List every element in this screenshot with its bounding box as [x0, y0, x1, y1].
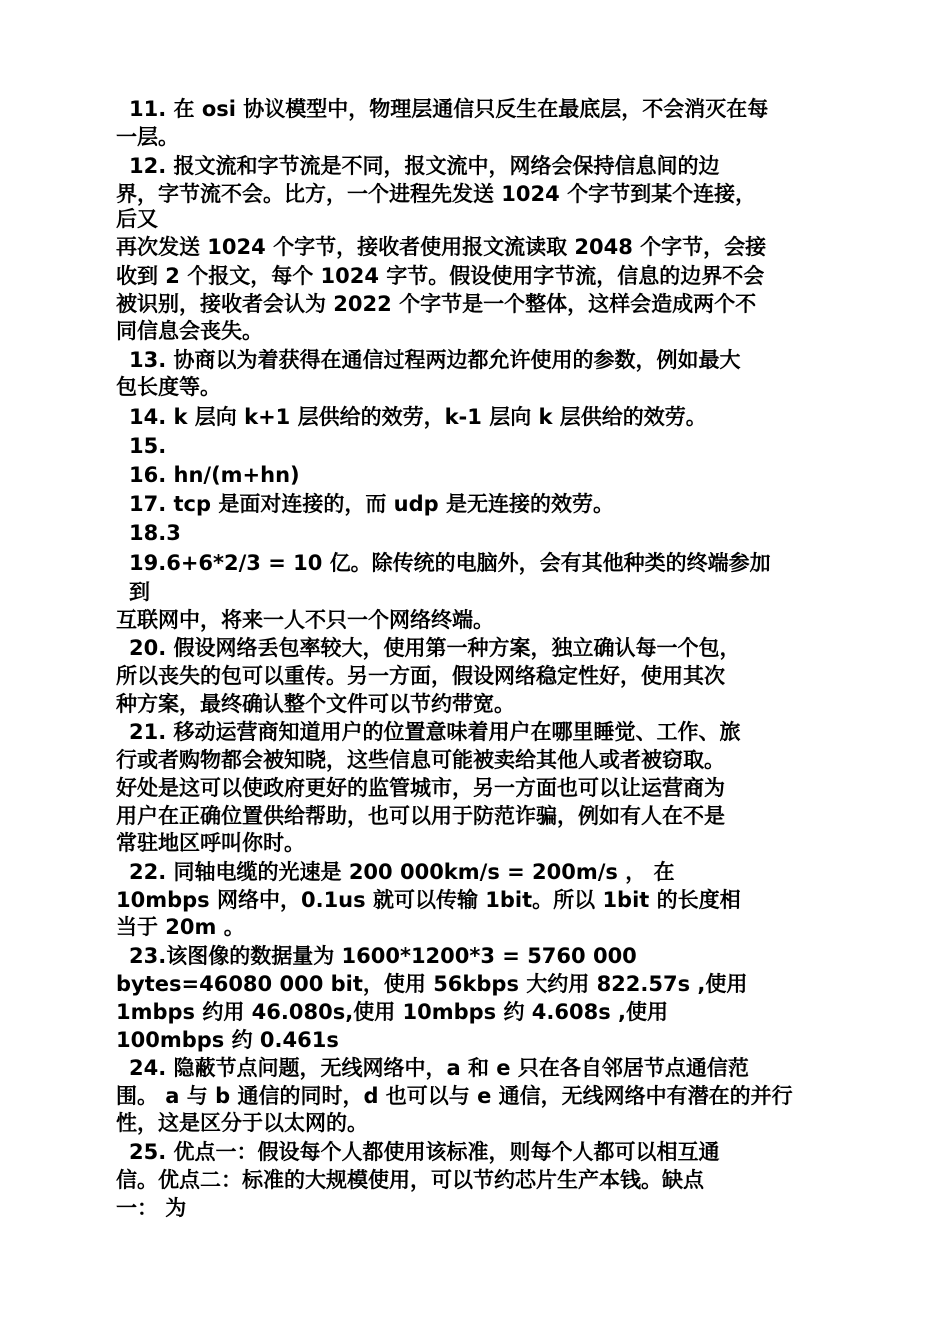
- answer-20-line-2: 所以丧失的包可以重传。另一方面，假设网络稳定性好，使用其次: [116, 664, 725, 688]
- answer-16-line-1: 16. hn/(m+hn): [129, 463, 300, 487]
- answer-23-line-2: bytes=46080 000 bit，使用 56kbps 大约用 822.57s ,使用: [116, 972, 748, 996]
- answer-21-line-3: 好处是这可以使政府更好的监管城市，另一方面也可以让运营商为: [116, 776, 725, 800]
- answer-20-line-1: 20. 假设网络丢包率较大，使用第一种方案，独立确认每一个包，: [129, 636, 741, 660]
- answer-11-line-2: 一层。: [116, 125, 179, 149]
- answer-12-line-4: 再次发送 1024 个字节，接收者使用报文流读取 2048 个字节，会接: [116, 235, 767, 259]
- answer-12-line-3: 后又: [116, 207, 158, 231]
- answer-17-line-1: 17. tcp 是面对连接的，而 udp 是无连接的效劳。: [129, 492, 614, 516]
- answer-12-line-7: 同信息会丧失。: [116, 319, 263, 343]
- answer-25-line-1: 25. 优点一：假设每个人都使用该标准，则每个人都可以相互通: [129, 1140, 720, 1164]
- answer-12-line-1: 12. 报文流和字节流是不同，报文流中，网络会保持信息间的边: [129, 154, 720, 178]
- answer-22-line-1: 22. 同轴电缆的光速是 200 000km/s = 200m/s ， 在: [129, 860, 675, 884]
- answer-19-line-3: 互联网中，将来一人不只一个网络终端。: [116, 608, 494, 632]
- answer-12-line-5: 收到 2 个报文，每个 1024 字节。假设使用字节流，信息的边界不会: [116, 264, 765, 288]
- answer-11-line-1: 11. 在 osi 协议模型中，物理层通信只反生在最底层，不会消灭在每: [129, 97, 769, 121]
- answer-24-line-3: 性，这是区分于以太网的。: [116, 1111, 368, 1135]
- answer-19-line-1: 19.6+6*2/3 = 10 亿。除传统的电脑外，会有其他种类的终端参加: [129, 551, 771, 575]
- answer-25-line-3: 一： 为: [116, 1196, 187, 1220]
- answer-21-line-1: 21. 移动运营商知道用户的位置意味着用户在哪里睡觉、工作、旅: [129, 720, 741, 744]
- answer-12-line-6: 被识别，接收者会认为 2022 个字节是一个整体，这样会造成两个不: [116, 292, 757, 316]
- answer-24-line-2: 围。 a 与 b 通信的同时，d 也可以与 e 通信，无线网络中有潜在的并行: [116, 1084, 793, 1108]
- answer-13-line-1: 13. 协商以为着获得在通信过程两边都允许使用的参数，例如最大: [129, 348, 741, 372]
- answer-14-line-1: 14. k 层向 k+1 层供给的效劳，k-1 层向 k 层供给的效劳。: [129, 405, 707, 429]
- answer-23-line-4: 100mbps 约 0.461s: [116, 1028, 339, 1052]
- answer-21-line-2: 行或者购物都会被知晓，这些信息可能被卖给其他人或者被窃取。: [116, 748, 725, 772]
- answer-21-line-5: 常驻地区呼叫你时。: [116, 831, 305, 855]
- answer-12-line-2: 界，字节流不会。比方，一个进程先发送 1024 个字节到某个连接，: [116, 182, 757, 206]
- answer-23-line-1: 23.该图像的数据量为 1600*1200*3 = 5760 000: [129, 944, 637, 968]
- answer-24-line-1: 24. 隐蔽节点问题，无线网络中，a 和 e 只在各自邻居节点通信范: [129, 1056, 749, 1080]
- answer-21-line-4: 用户在正确位置供给帮助，也可以用于防范诈骗，例如有人在不是: [116, 804, 725, 828]
- answer-15-line-1: 15.: [129, 434, 167, 458]
- answer-20-line-3: 种方案，最终确认整个文件可以节约带宽。: [116, 692, 515, 716]
- answer-19-line-2: 到: [129, 580, 150, 604]
- answer-22-line-2: 10mbps 网络中，0.1us 就可以传输 1bit。所以 1bit 的长度相: [116, 888, 741, 912]
- answer-23-line-3: 1mbps 约用 46.080s,使用 10mbps 约 4.608s ,使用: [116, 1000, 669, 1024]
- answer-13-line-2: 包长度等。: [116, 375, 221, 399]
- answer-22-line-3: 当于 20m 。: [116, 915, 245, 939]
- answer-18-line-1: 18.3: [129, 521, 181, 545]
- answer-25-line-2: 信。优点二：标准的大规模使用，可以节约芯片生产本钱。缺点: [116, 1168, 704, 1192]
